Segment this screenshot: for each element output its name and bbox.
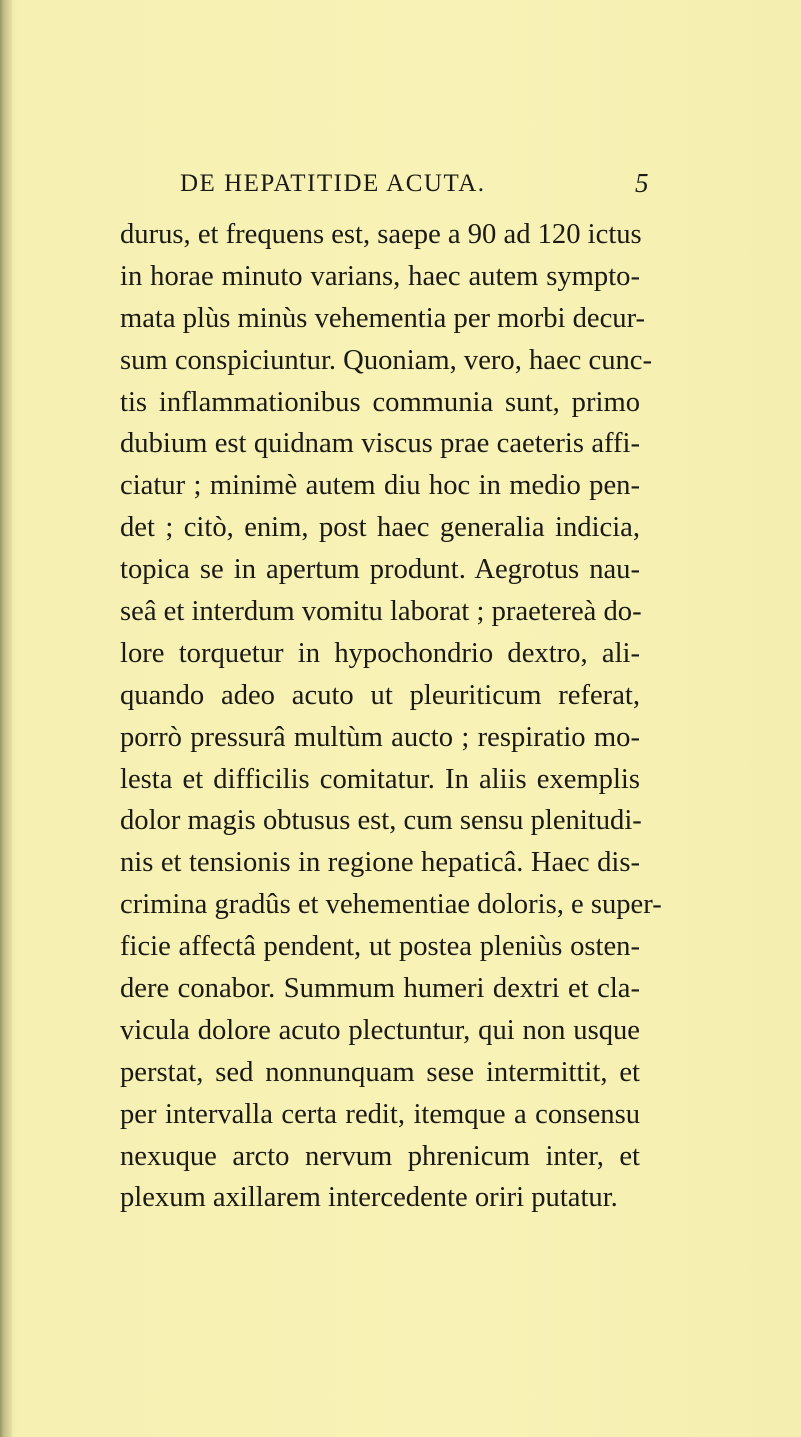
text-line: vicula dolore acuto plectuntur, qui non usque — [120, 1014, 640, 1046]
running-head — [180, 170, 650, 204]
text-line: mata plùs minùs vehementia per morbi decur- — [120, 302, 646, 334]
text-line: dolor magis obtusus est, cum sensu plenitudi- — [120, 805, 642, 837]
text-line: ficie affectâ pendent, ut postea pleniùs osten- — [120, 931, 640, 963]
text-line: crimina gradûs et vehementiae doloris, e super- — [120, 889, 662, 921]
text-line: durus, et frequens est, saepe a 90 ad 120 ictus — [120, 219, 642, 250]
text-line: dere conabor. Summum humeri dextri et cla- — [120, 973, 640, 1005]
text-line: quando adeo acuto ut pleuriticum referat, — [120, 679, 640, 711]
text-line: topica se in apertum produnt. Aegrotus nau- — [120, 554, 640, 586]
running-head-title: DE HEPATITIDE ACUTA. — [180, 170, 486, 197]
text-body — [120, 214, 662, 1219]
page-number: 5 — [635, 168, 650, 198]
text-line: ciatur ; minimè autem diu hoc in medio pen- — [120, 470, 640, 502]
text-line: perstat, sed nonnunquam sese intermittit, et — [120, 1056, 640, 1088]
text-line: seâ et interdum vomitu laborat ; praetereà do- — [120, 596, 642, 628]
text-line: tis inflammationibus communia sunt, primo — [120, 386, 640, 418]
text-line: nexuque arcto nervum phrenicum inter, et — [120, 1140, 640, 1172]
text-line: nis et tensionis in regione hepaticâ. Haec dis- — [120, 847, 640, 879]
text-line: det ; citò, enim, post haec generalia indicia, — [120, 512, 640, 544]
text-line: plexum axillarem intercedente oriri putatur. — [120, 1182, 618, 1214]
text-line: lore torquetur in hypochondrio dextro, ali- — [120, 637, 640, 669]
text-line: sum conspiciuntur. Quoniam, vero, haec cunc- — [120, 344, 653, 376]
text-line: per intervalla certa redit, itemque a consensu — [120, 1098, 640, 1130]
text-line: porrò pressurâ multùm aucto ; respiratio mo- — [120, 721, 640, 753]
text-line: in horae minuto varians, haec autem sympto- — [120, 260, 640, 292]
text-line: lesta et difficilis comitatur. In aliis exemplis — [120, 763, 640, 795]
spine-shadow — [0, 0, 12, 1437]
text-line: dubium est quidnam viscus prae caeteris affi- — [120, 428, 640, 460]
